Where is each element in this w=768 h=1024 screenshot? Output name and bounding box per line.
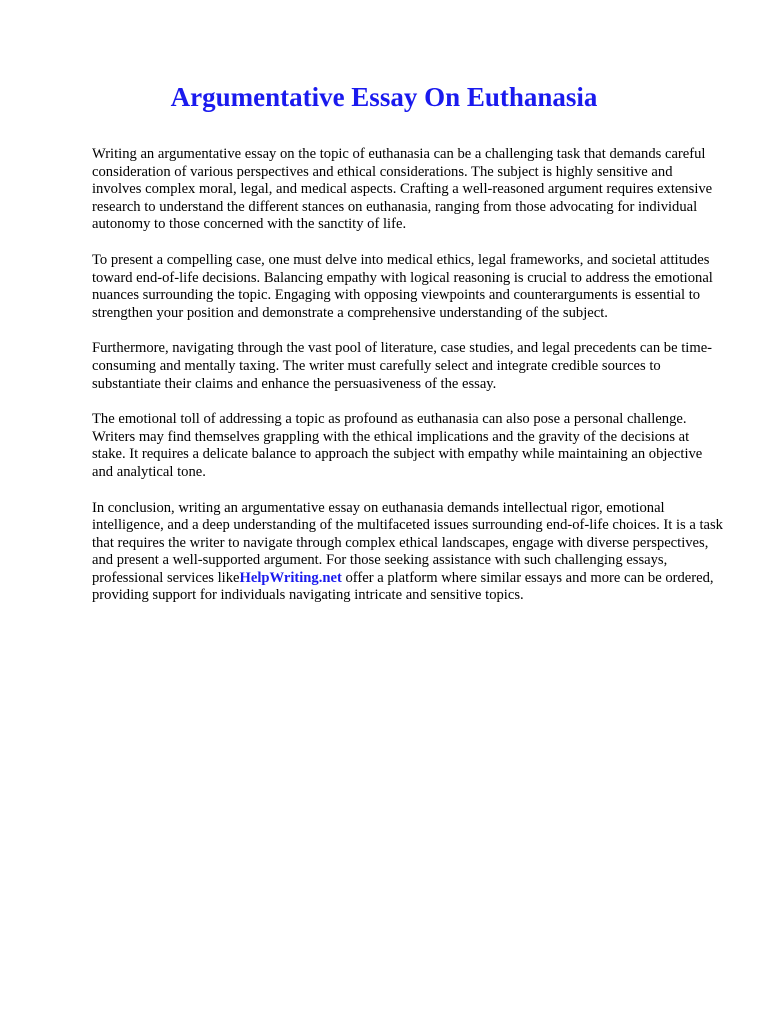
- paragraph-3: Furthermore, navigating through the vast pool of literature, case studies, and legal precedents can be time-consuming and mentally taxing. The writer must carefully select and integrate credible sources to substantiate their claims and enhance the persuasiveness of the essay.: [92, 340, 713, 392]
- conclusion-text-before-link: In conclusion, writing an argumentative essay on euthanasia demands intellectual rigor, emotional intelligence, and a deep understanding of the multifaceted issues surrounding end-of-life choices. It is a task that requires the writer to navigate through complex ethical landscapes, engage with diverse perspectives, and present a well-supported argument. For those seeking assistance with such challenging essays, professional services like: [92, 499, 723, 586]
- paragraph-2: To present a compelling case, one must delve into medical ethics, legal frameworks, and societal attitudes toward end-of-life decisions. Balancing empathy with logical reasoning is crucial to address the emotional nuances surrounding the topic. Engaging with opposing viewpoints and counterarguments is essential to strengthen your position and demonstrate a comprehensive understanding of the subject.: [92, 251, 713, 321]
- paragraph-4: The emotional toll of addressing a topic as profound as euthanasia can also pose a personal challenge. Writers may find themselves grappling with the ethical implications and the gravity of the decisions at stake. It requires a delicate balance to approach the subject with empathy while maintaining an objective and analytical tone.: [92, 411, 703, 480]
- essay-body: [92, 146, 724, 623]
- paragraph-1: Writing an argumentative essay on the topic of euthanasia can be a challenging task that demands careful consideration of various perspectives and ethical considerations. The subject is highly sensitive and involves complex moral, legal, and medical aspects. Crafting a well-reasoned argument requires extensive research to understand the different stances on euthanasia, ranging from those advocating for individual autonomy to those concerned with the sanctity of life.: [92, 146, 713, 233]
- helpwriting-link[interactable]: HelpWriting.net: [239, 569, 342, 586]
- paragraph-conclusion: [92, 500, 724, 606]
- page-title: Argumentative Essay On Euthanasia: [170, 82, 598, 112]
- conclusion-text-after-link: offer a platform where similar essays and more can be ordered, providing support for individuals navigating intricate and sensitive topics.: [92, 569, 714, 604]
